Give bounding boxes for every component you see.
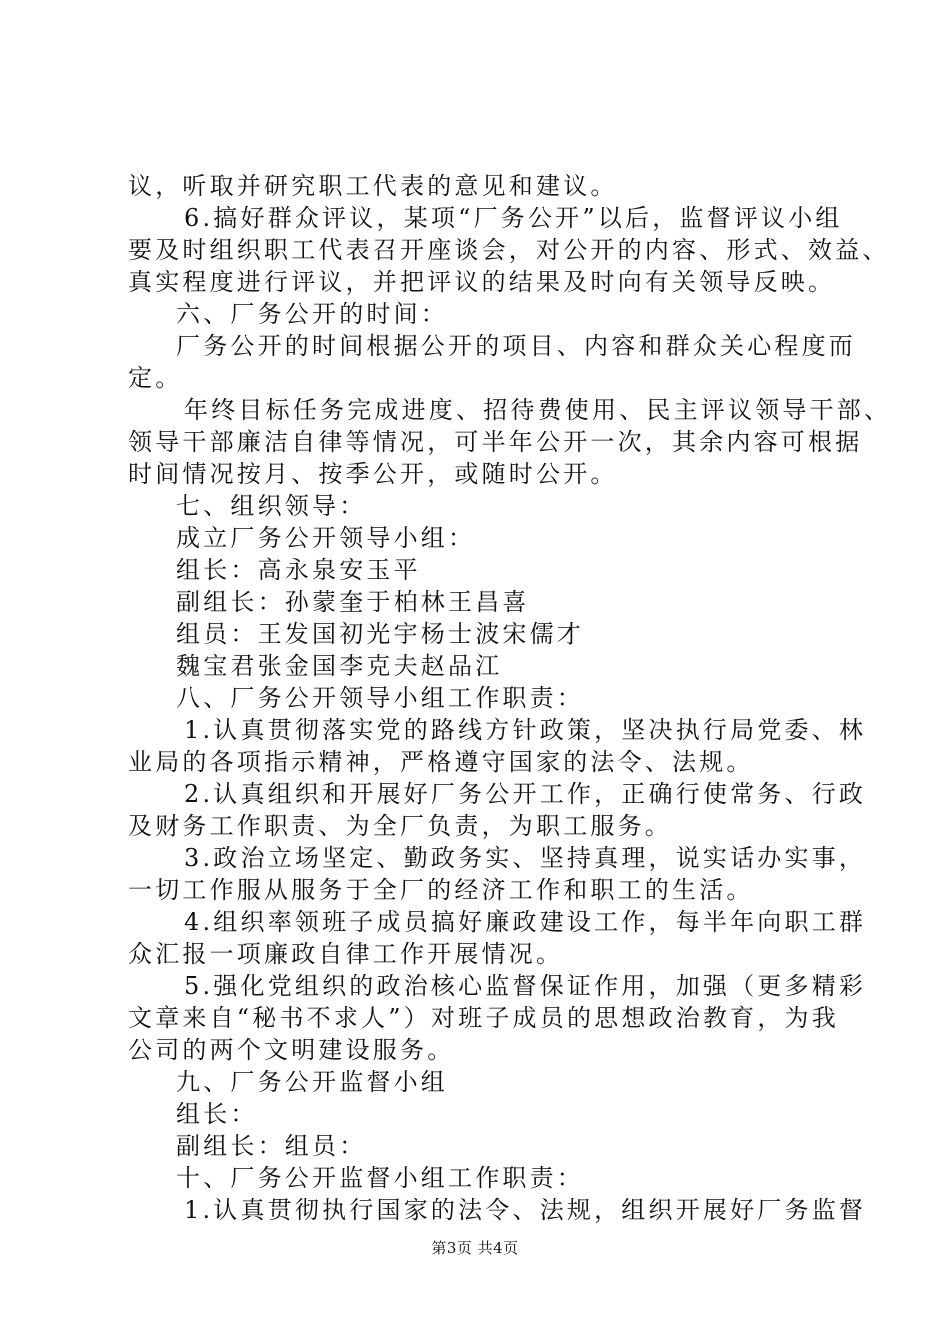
text-line: 一切工作服从服务于全厂的经济工作和职工的生活。 [128, 876, 754, 904]
text-line: 业局的各项指示精神，严格遵守国家的法令、法规。 [128, 748, 754, 776]
text-line: 副组长：组员： [176, 1132, 367, 1160]
text-line: 副组长：孙蒙奎于柏林王昌喜 [176, 588, 530, 616]
section-heading: 八、厂务公开领导小组工作职责： [176, 684, 584, 712]
text-line: 组员：王发国初光宇杨士波宋儒才 [176, 620, 584, 648]
text-line: 厂务公开的时间根据公开的项目、内容和群众关心程度而 [176, 332, 856, 360]
text-line: 公司的两个文明建设服务。 [128, 1036, 455, 1064]
text-line: 领导干部廉洁自律等情况，可半年公开一次，其余内容可根据 [128, 428, 863, 456]
text-line: 要及时组织职工代表召开座谈会，对公开的内容、形式、效益、 [128, 236, 890, 264]
text-line: 4.组织率领班子成员搞好廉政建设工作，每半年向职工群 [184, 908, 867, 936]
section-heading: 九、厂务公开监督小组 [176, 1068, 448, 1096]
text-line: 成立厂务公开领导小组： [176, 524, 476, 552]
section-heading: 六、厂务公开的时间： [176, 300, 448, 328]
section-heading: 七、组织领导： [176, 492, 367, 520]
text-line: 魏宝君张金国李克夫赵品江 [176, 652, 503, 680]
text-line: 时间情况按月、按季公开，或随时公开。 [128, 460, 618, 488]
text-line: 1.认真贯彻执行国家的法令、法规，组织开展好厂务监督 [184, 1196, 867, 1224]
document-body [128, 170, 892, 1226]
section-heading: 十、厂务公开监督小组工作职责： [176, 1164, 584, 1192]
text-line: 3.政治立场坚定、勤政务实、坚持真理，说实话办实事， [184, 844, 867, 872]
text-line: 1.认真贯彻落实党的路线方针政策，坚决执行局党委、林 [184, 716, 867, 744]
text-line: 及财务工作职责、为全厂负责，为职工服务。 [128, 812, 672, 840]
text-line: 组长： [176, 1100, 258, 1128]
text-line: 真实程度进行评议，并把评议的结果及时向有关领导反映。 [128, 268, 836, 296]
text-line: 5.强化党组织的政治核心监督保证作用，加强（更多精彩 [184, 972, 867, 1000]
text-line: 文章来自“秘书不求人”）对班子成员的思想政治教育，为我 [128, 1004, 839, 1032]
text-line: 6.搞好群众评议，某项“厂务公开”以后，监督评议小组 [184, 204, 843, 232]
text-line: 众汇报一项廉政自律工作开展情况。 [128, 940, 564, 968]
text-line: 议，听取并研究职工代表的意见和建议。 [128, 172, 618, 200]
text-line: 组长：高永泉安玉平 [176, 556, 421, 584]
text-line: 定。 [128, 364, 183, 392]
text-line: 年终目标任务完成进度、招待费使用、民主评议领导干部、 [184, 396, 892, 424]
page-number-footer: 第3页 共4页 [431, 1239, 519, 1257]
text-line: 2.认真组织和开展好厂务公开工作，正确行使常务、行政 [184, 780, 867, 808]
